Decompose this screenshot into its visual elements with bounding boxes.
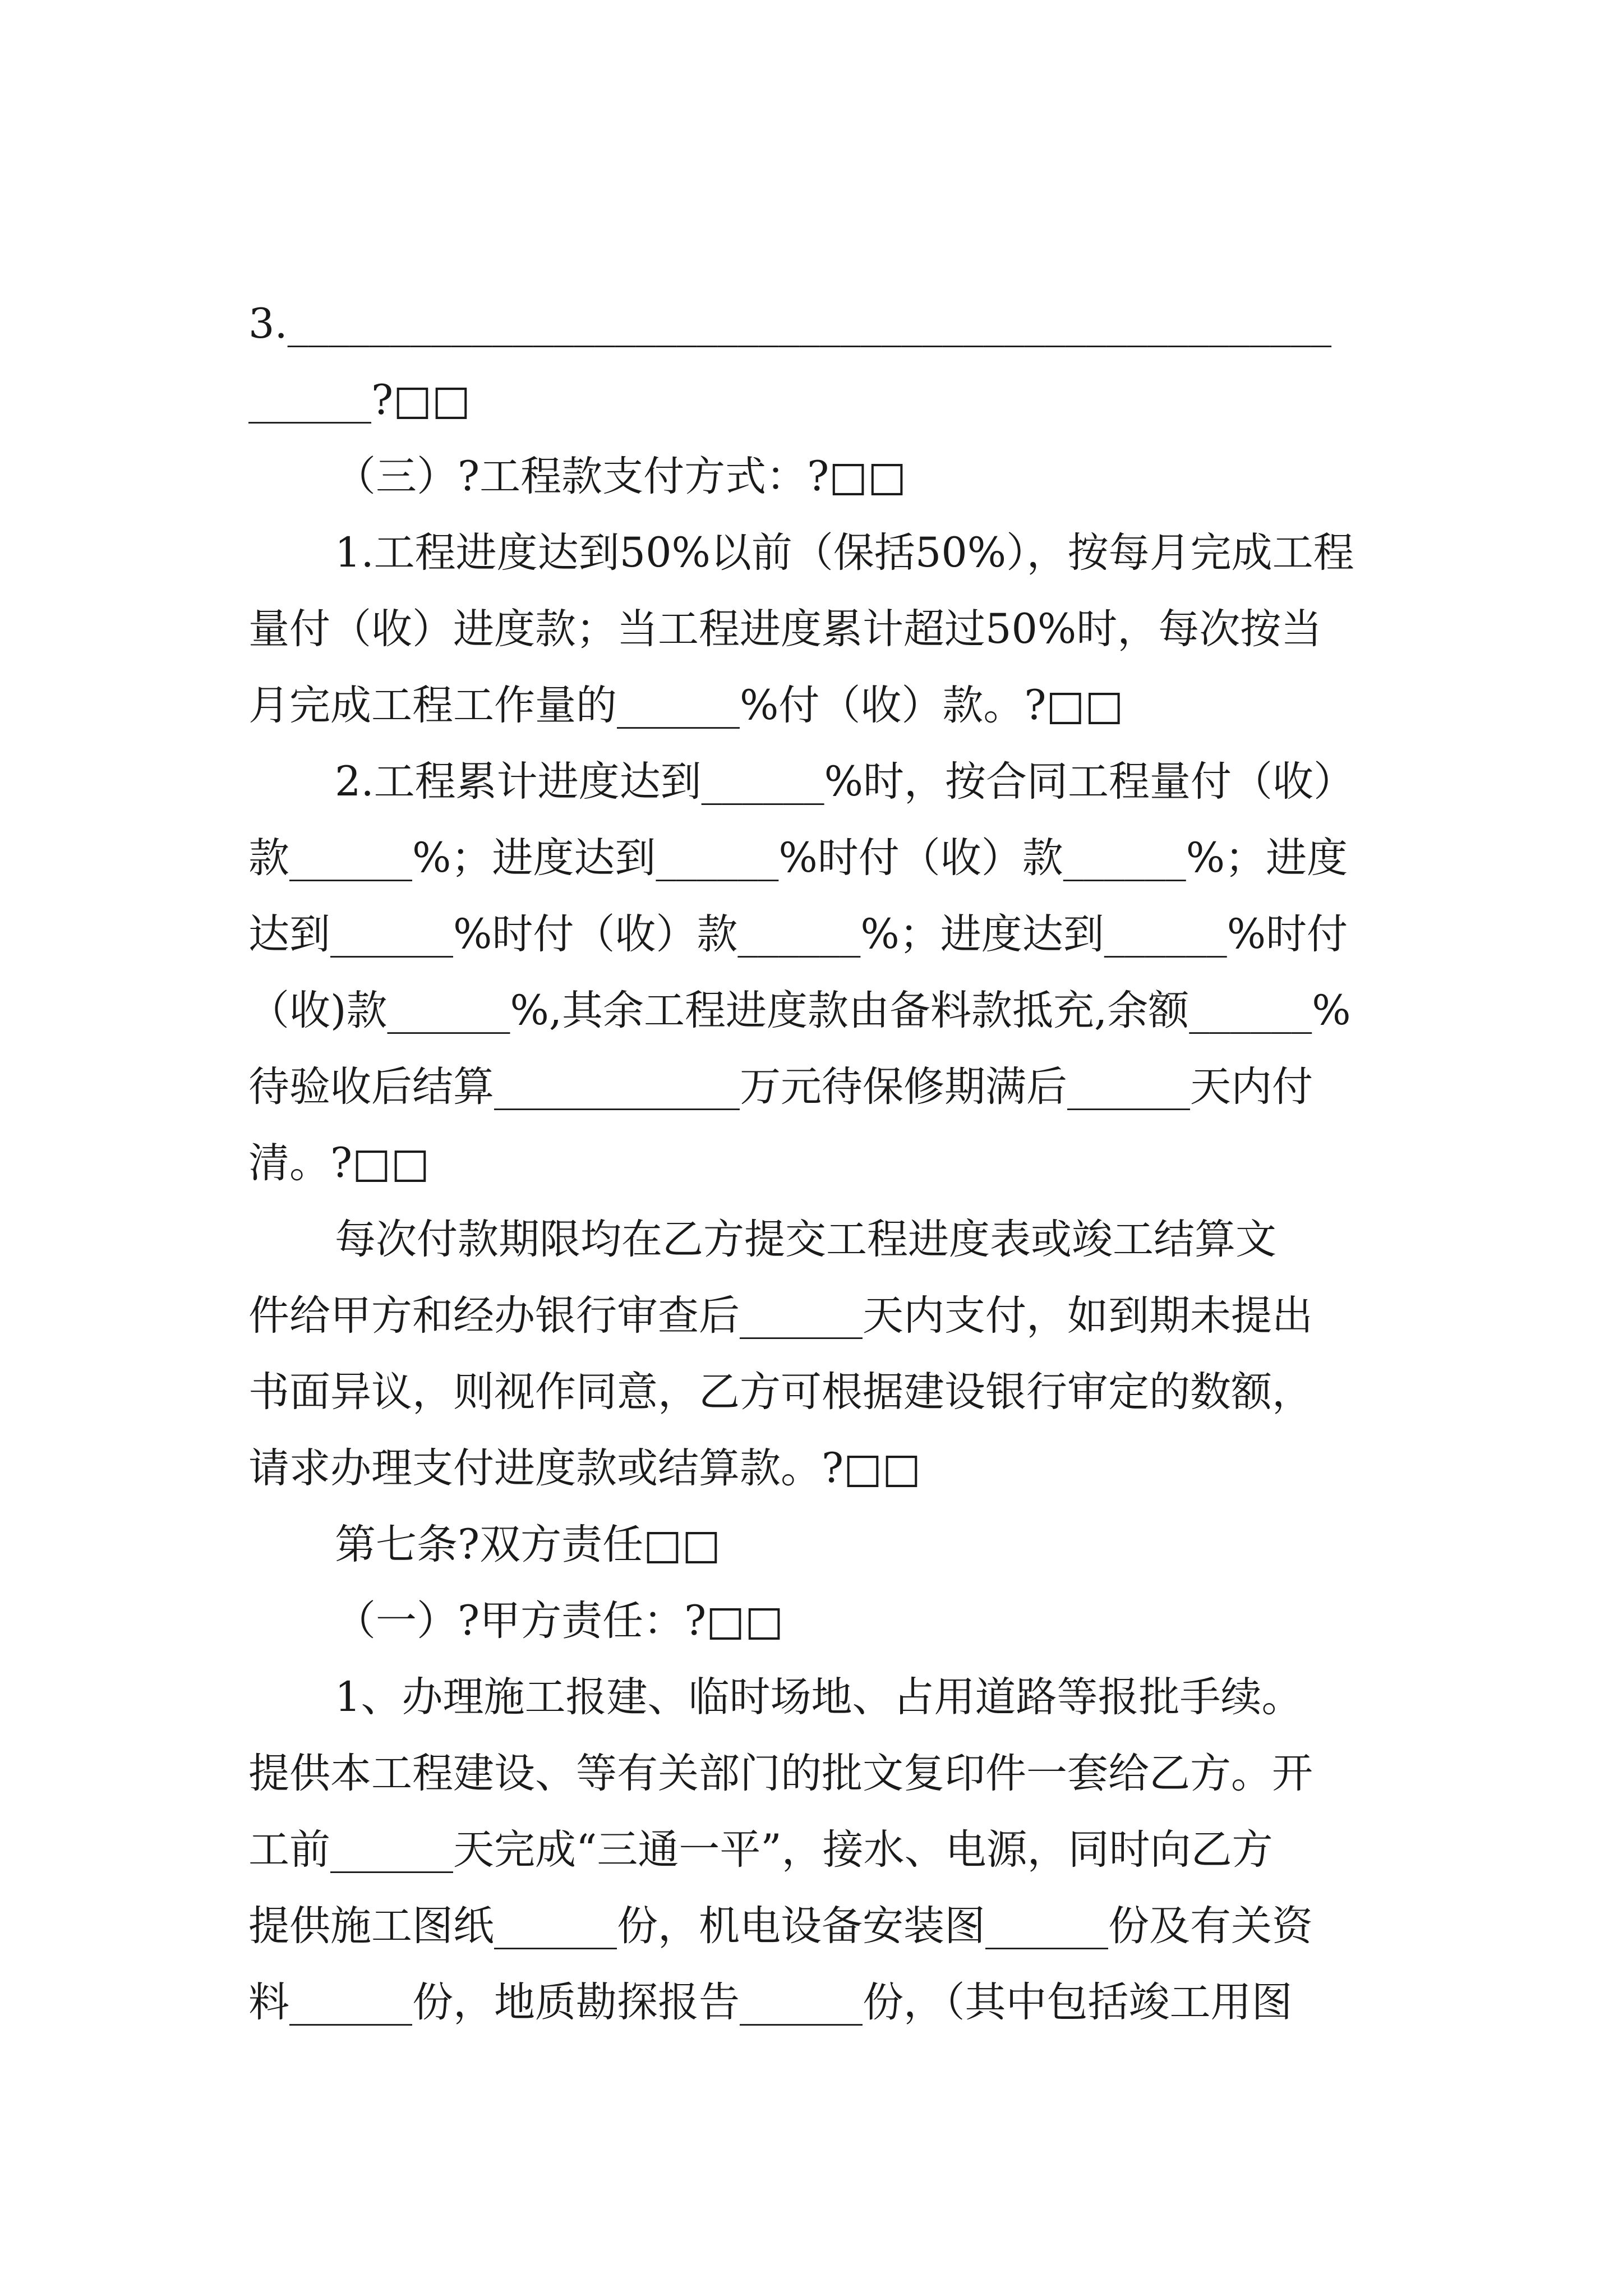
paragraph-line: 请求办理支付进度款或结算款。?□□	[248, 1444, 921, 1492]
paragraph-line: 清。?□□	[248, 1139, 430, 1187]
paragraph-line: 提供本工程建设、等有关部门的批文复印件一套给乙方。开	[248, 1750, 1313, 1797]
paragraph-line: 1、办理施工报建、临时场地、占用道路等报批手续。	[335, 1673, 1303, 1721]
paragraph-line: 工前______天完成“三通一平”，接水、电源，同时向乙方	[248, 1826, 1273, 1874]
paragraph-line: 款______%；进度达到______%时付（收）款______%；进度	[248, 834, 1348, 882]
text-line: 3.___________________________________________________	[248, 300, 1332, 348]
section-heading: （三）?工程款支付方式：?□□	[335, 453, 907, 500]
paragraph-line: 量付（收）进度款；当工程进度累计超过50%时，每次按当	[248, 605, 1322, 653]
paragraph-line: 料______份，地质勘探报告______份，（其中包括竣工用图	[248, 1978, 1293, 2026]
section-heading: （一）?甲方责任：?□□	[335, 1597, 784, 1645]
paragraph-line: 达到______%时付（收）款______%；进度达到______%时付	[248, 910, 1348, 958]
paragraph-line: 2.工程累计进度达到______%时，按合同工程量付（收）	[335, 758, 1355, 806]
paragraph-line: 1.工程进度达到50%以前（保括50%），按每月完成工程	[335, 529, 1354, 577]
paragraph-line: 件给甲方和经办银行审查后______天内支付，如到期未提出	[248, 1292, 1313, 1340]
paragraph-line: 待验收后结算____________万元待保修期满后______天内付	[248, 1063, 1313, 1111]
paragraph-line: 书面异议，则视作同意，乙方可根据建设银行审定的数额，	[248, 1368, 1313, 1416]
paragraph-line: 月完成工程工作量的______%付（收）款。?□□	[248, 682, 1124, 729]
text-line: ______?□□	[248, 376, 471, 424]
article-heading: 第七条?双方责任□□	[335, 1521, 721, 1568]
paragraph-line: （收)款______%,其余工程进度款由备料款抵充,余额______%	[248, 987, 1351, 1034]
paragraph-line: 提供施工图纸______份，机电设备安装图______份及有关资	[248, 1902, 1313, 1950]
paragraph-line: 每次付款期限均在乙方提交工程进度表或竣工结算文	[335, 1216, 1276, 1263]
